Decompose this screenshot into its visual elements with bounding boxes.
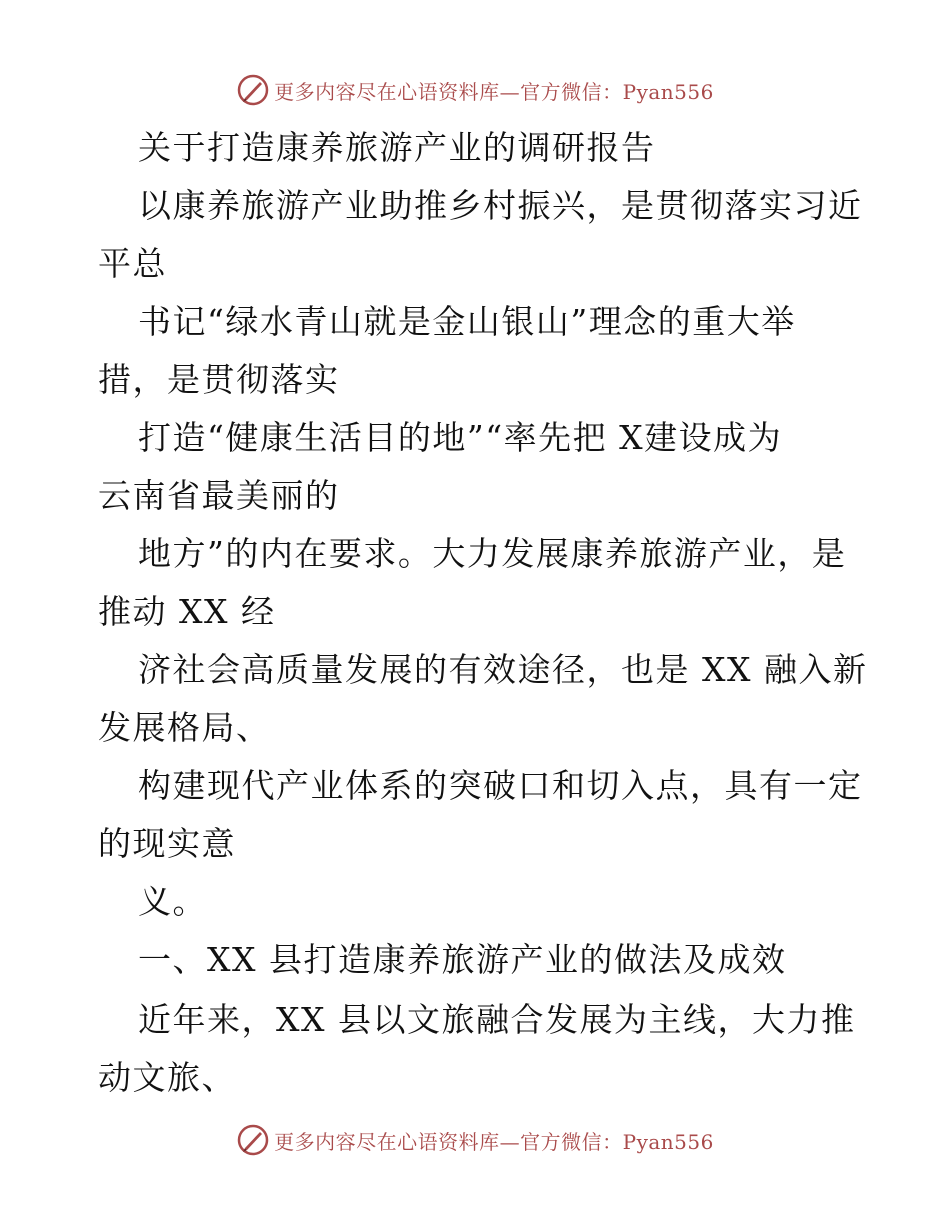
text-line: 的现实意 xyxy=(98,824,236,863)
watermark-text: 更多内容尽在心语资料库—官方微信：Pyan556 xyxy=(274,79,714,104)
text-line: 发展格局、 xyxy=(98,708,271,747)
text-line: 书记“绿水青山就是金山银山”理念的重大举 xyxy=(138,302,796,341)
text-line: 构建现代产业体系的突破口和切入点，具有一定 xyxy=(138,766,863,805)
footer-watermark xyxy=(0,1120,950,1160)
text-line: 以康养旅游产业助推乡村振兴，是贯彻落实习近 xyxy=(138,186,863,225)
section-heading: 一、XX 县打造康养旅游产业的做法及成效 xyxy=(138,940,787,979)
text-line: 济社会高质量发展的有效途径，也是 XX 融入新 xyxy=(138,650,868,689)
watermark-text: 更多内容尽在心语资料库—官方微信：Pyan556 xyxy=(274,1129,714,1154)
text-line: 动文旅、 xyxy=(98,1058,236,1097)
text-line: 打造“健康生活目的地”“率先把 X建设成为 xyxy=(138,418,783,457)
text-line: 推动 XX 经 xyxy=(98,592,276,631)
quill-pen-icon xyxy=(236,1123,270,1157)
text-line: 云南省最美丽的 xyxy=(98,476,340,515)
text-line: 地方”的内在要求。大力发展康养旅游产业，是 xyxy=(138,534,847,573)
document-title: 关于打造康养旅游产业的调研报告 xyxy=(138,128,656,167)
text-line: 近年来，XX 县以文旅融合发展为主线，大力推 xyxy=(138,1000,856,1039)
text-line: 措，是贯彻落实 xyxy=(98,360,340,399)
text-line: 平总 xyxy=(98,244,167,283)
text-line: 义。 xyxy=(138,882,207,921)
